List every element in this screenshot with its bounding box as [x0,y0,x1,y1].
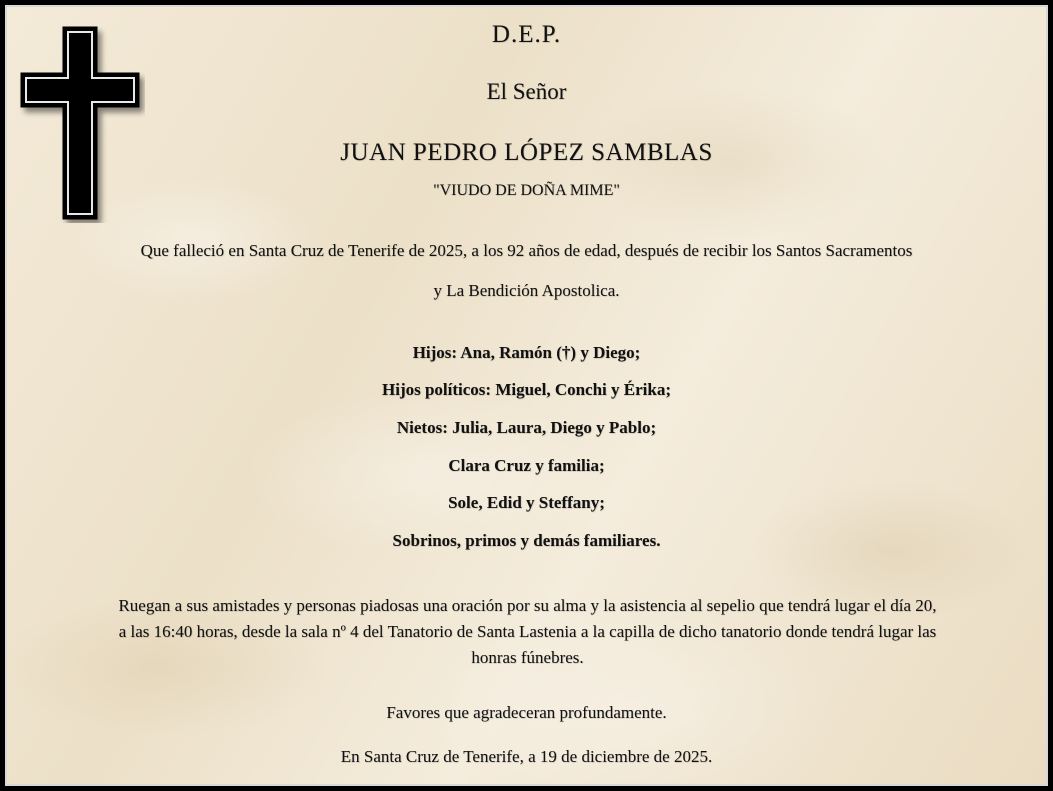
family-line-children: Hijos: Ana, Ramón (†) y Diego; [412,343,641,362]
closing-place-date: En Santa Cruz de Tenerife, a 19 de diciembre de 2025. [340,747,713,766]
nickname: "VIUDO DE DOÑA MIME" [433,182,620,199]
heading-dep: D.E.P. [491,21,562,48]
deceased-name: JUAN PEDRO LÓPEZ SAMBLAS [340,139,713,166]
request-line-1: Ruegan a sus amistades y personas piadosas una oración por su alma y la asistencia al sepelio que tendrá lugar el día 20, [118,596,937,615]
family-line-grandchildren: Nietos: Julia, Laura, Diego y Pablo; [396,418,657,437]
funeral-request [19,593,1036,671]
family-line-sole: Sole, Edid y Steffany; [448,493,605,512]
family-line-clara: Clara Cruz y familia; [448,456,605,475]
request-line-2: a las 16:40 horas, desde la sala nº 4 del Tanatorio de Santa Lastenia a la capilla de dicho tanatorio donde tendrá lugar las [118,622,937,641]
obituary-card [5,5,1048,786]
family-line-relatives: Sobrinos, primos y demás familiares. [392,531,661,550]
family-line-in-laws: Hijos políticos: Miguel, Conchi y Érika; [382,380,671,399]
intro-line-2: y La Bendición Apostolica. [433,281,620,300]
thanks-line: Favores que agradeceran profundamente. [386,703,667,722]
intro-line-1: Que falleció en Santa Cruz de Tenerife de 2025, a los 92 años de edad, después de recibir los Santos Sacramentos [140,241,913,260]
honorific: El Señor [486,79,567,104]
request-line-3: honras fúnebres. [471,648,584,667]
